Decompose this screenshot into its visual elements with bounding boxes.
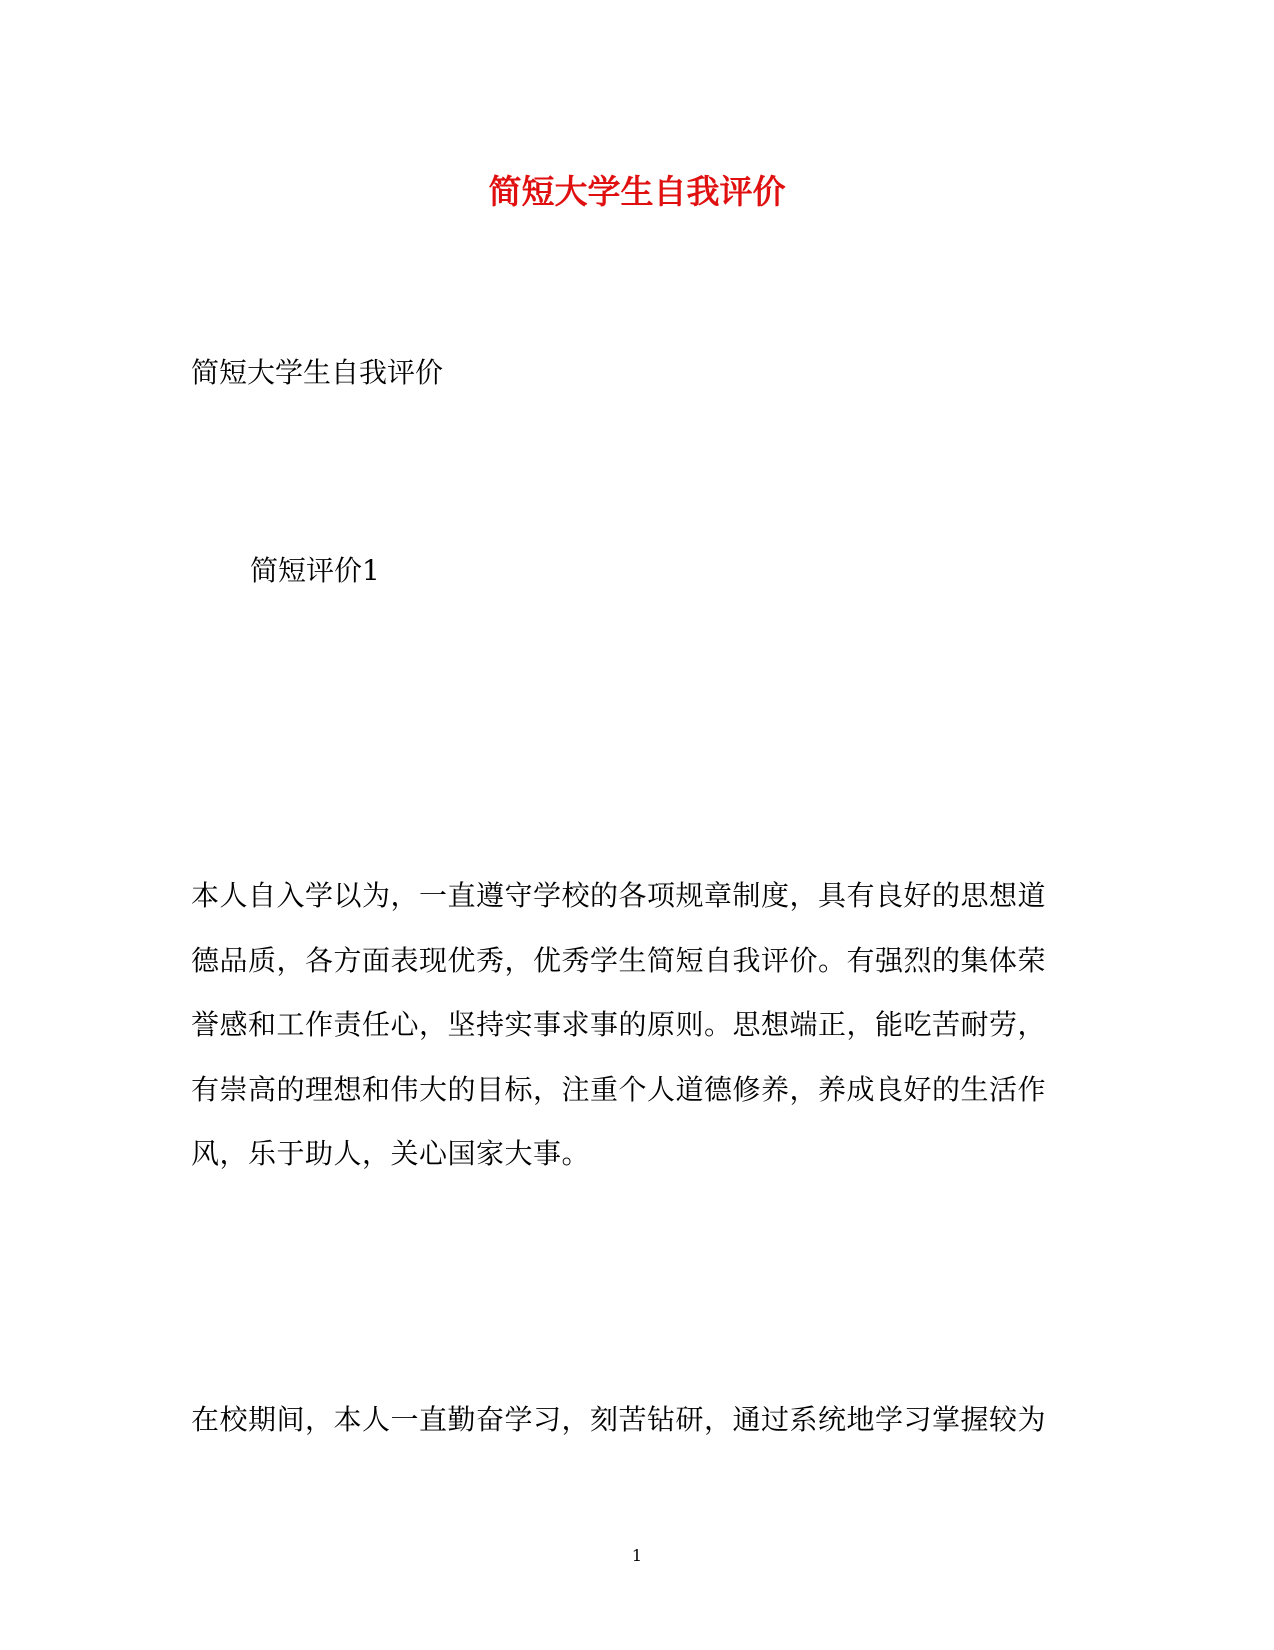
paragraph-line: 本人自入学以为，一直遵守学校的各项规章制度，具有良好的思想道 — [191, 879, 1047, 912]
paragraph-line: 德品质，各方面表现优秀，优秀学生简短自我评价。有强烈的集体荣 — [191, 943, 1047, 977]
document-subtitle: 简短大学生自我评价 — [191, 356, 444, 389]
page-number: 1 — [631, 1546, 643, 1565]
paragraph-2 — [191, 1402, 1071, 1467]
paragraph-1 — [191, 878, 1071, 1201]
paragraph-line: 在校期间，本人一直勤奋学习，刻苦钻研，通过系统地学习掌握较为 — [191, 1403, 1047, 1436]
paragraph-line: 风，乐于助人，关心国家大事。 — [191, 1137, 591, 1170]
paragraph-line: 誉感和工作责任心，坚持实事求事的原则。思想端正，能吃苦耐劳， — [191, 1008, 1047, 1041]
paragraph-line: 有崇高的理想和伟大的目标，注重个人道德修养，养成良好的生活作 — [191, 1072, 1047, 1106]
document-title: 简短大学生自我评价 — [488, 172, 786, 211]
section-heading: 简短评价1 — [250, 554, 380, 587]
